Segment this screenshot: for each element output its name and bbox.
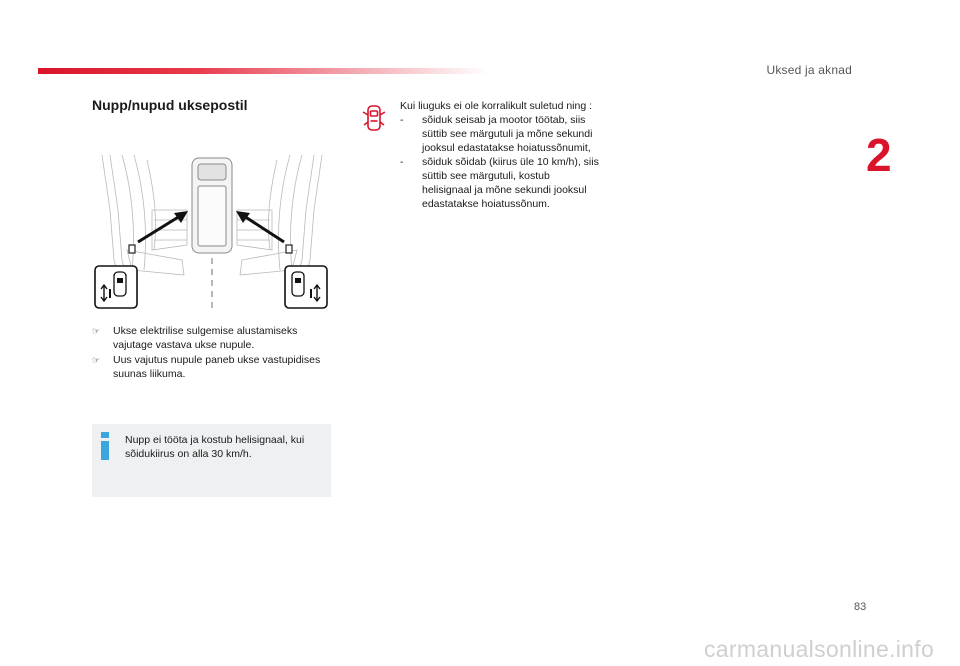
list-item (400, 113, 600, 155)
info-text: Nupp ei tööta ja kostub helisignaal, kui sõidukiirus on alla 30 km/h. (125, 434, 305, 460)
list-item (92, 353, 332, 381)
info-icon (100, 432, 110, 460)
list-item (400, 155, 600, 211)
warning-item-text: sõiduk seisab ja mootor töötab, siis süttib see märgutuli ja mõne sekundi jooksul edastatakse hoiatussõnumit, (422, 114, 593, 154)
warning-block (400, 99, 600, 211)
arrow-bullet-icon: ☞ (92, 326, 101, 336)
warning-list (400, 113, 600, 211)
info-box (92, 424, 331, 497)
instruction-text: Uus vajutus nupule paneb ukse vastupidises suunas liikuma. (113, 354, 321, 380)
chapter-number: 2 (866, 129, 892, 181)
dash-marker: - (400, 114, 404, 126)
page-title: Nupp/nupud uksepostil (92, 97, 248, 113)
list-item (92, 324, 332, 352)
instructions-list (92, 324, 332, 382)
header-accent-bar (38, 68, 488, 74)
page-number: 83 (854, 601, 867, 613)
sliding-door-buttons-illustration (92, 150, 332, 310)
warning-item-text: sõiduk sõidab (kiirus üle 10 km/h), siis süttib see märgutuli, kostub helisignaal ja mõne sekundi jooksul edastatakse hoiatussõnum. (422, 156, 599, 210)
arrow-bullet-icon: ☞ (92, 355, 101, 365)
watermark: carmanualsonline.info (704, 636, 935, 662)
dash-marker: - (400, 156, 404, 168)
vehicle-door-warning-icon (359, 103, 389, 133)
instruction-text: Ukse elektrilise sulgemise alustamiseks vajutage vastava ukse nupule. (113, 325, 298, 351)
section-title: Uksed ja aknad (766, 63, 852, 77)
warning-intro: Kui liuguks ei ole korralikult suletud ning : (400, 100, 593, 112)
